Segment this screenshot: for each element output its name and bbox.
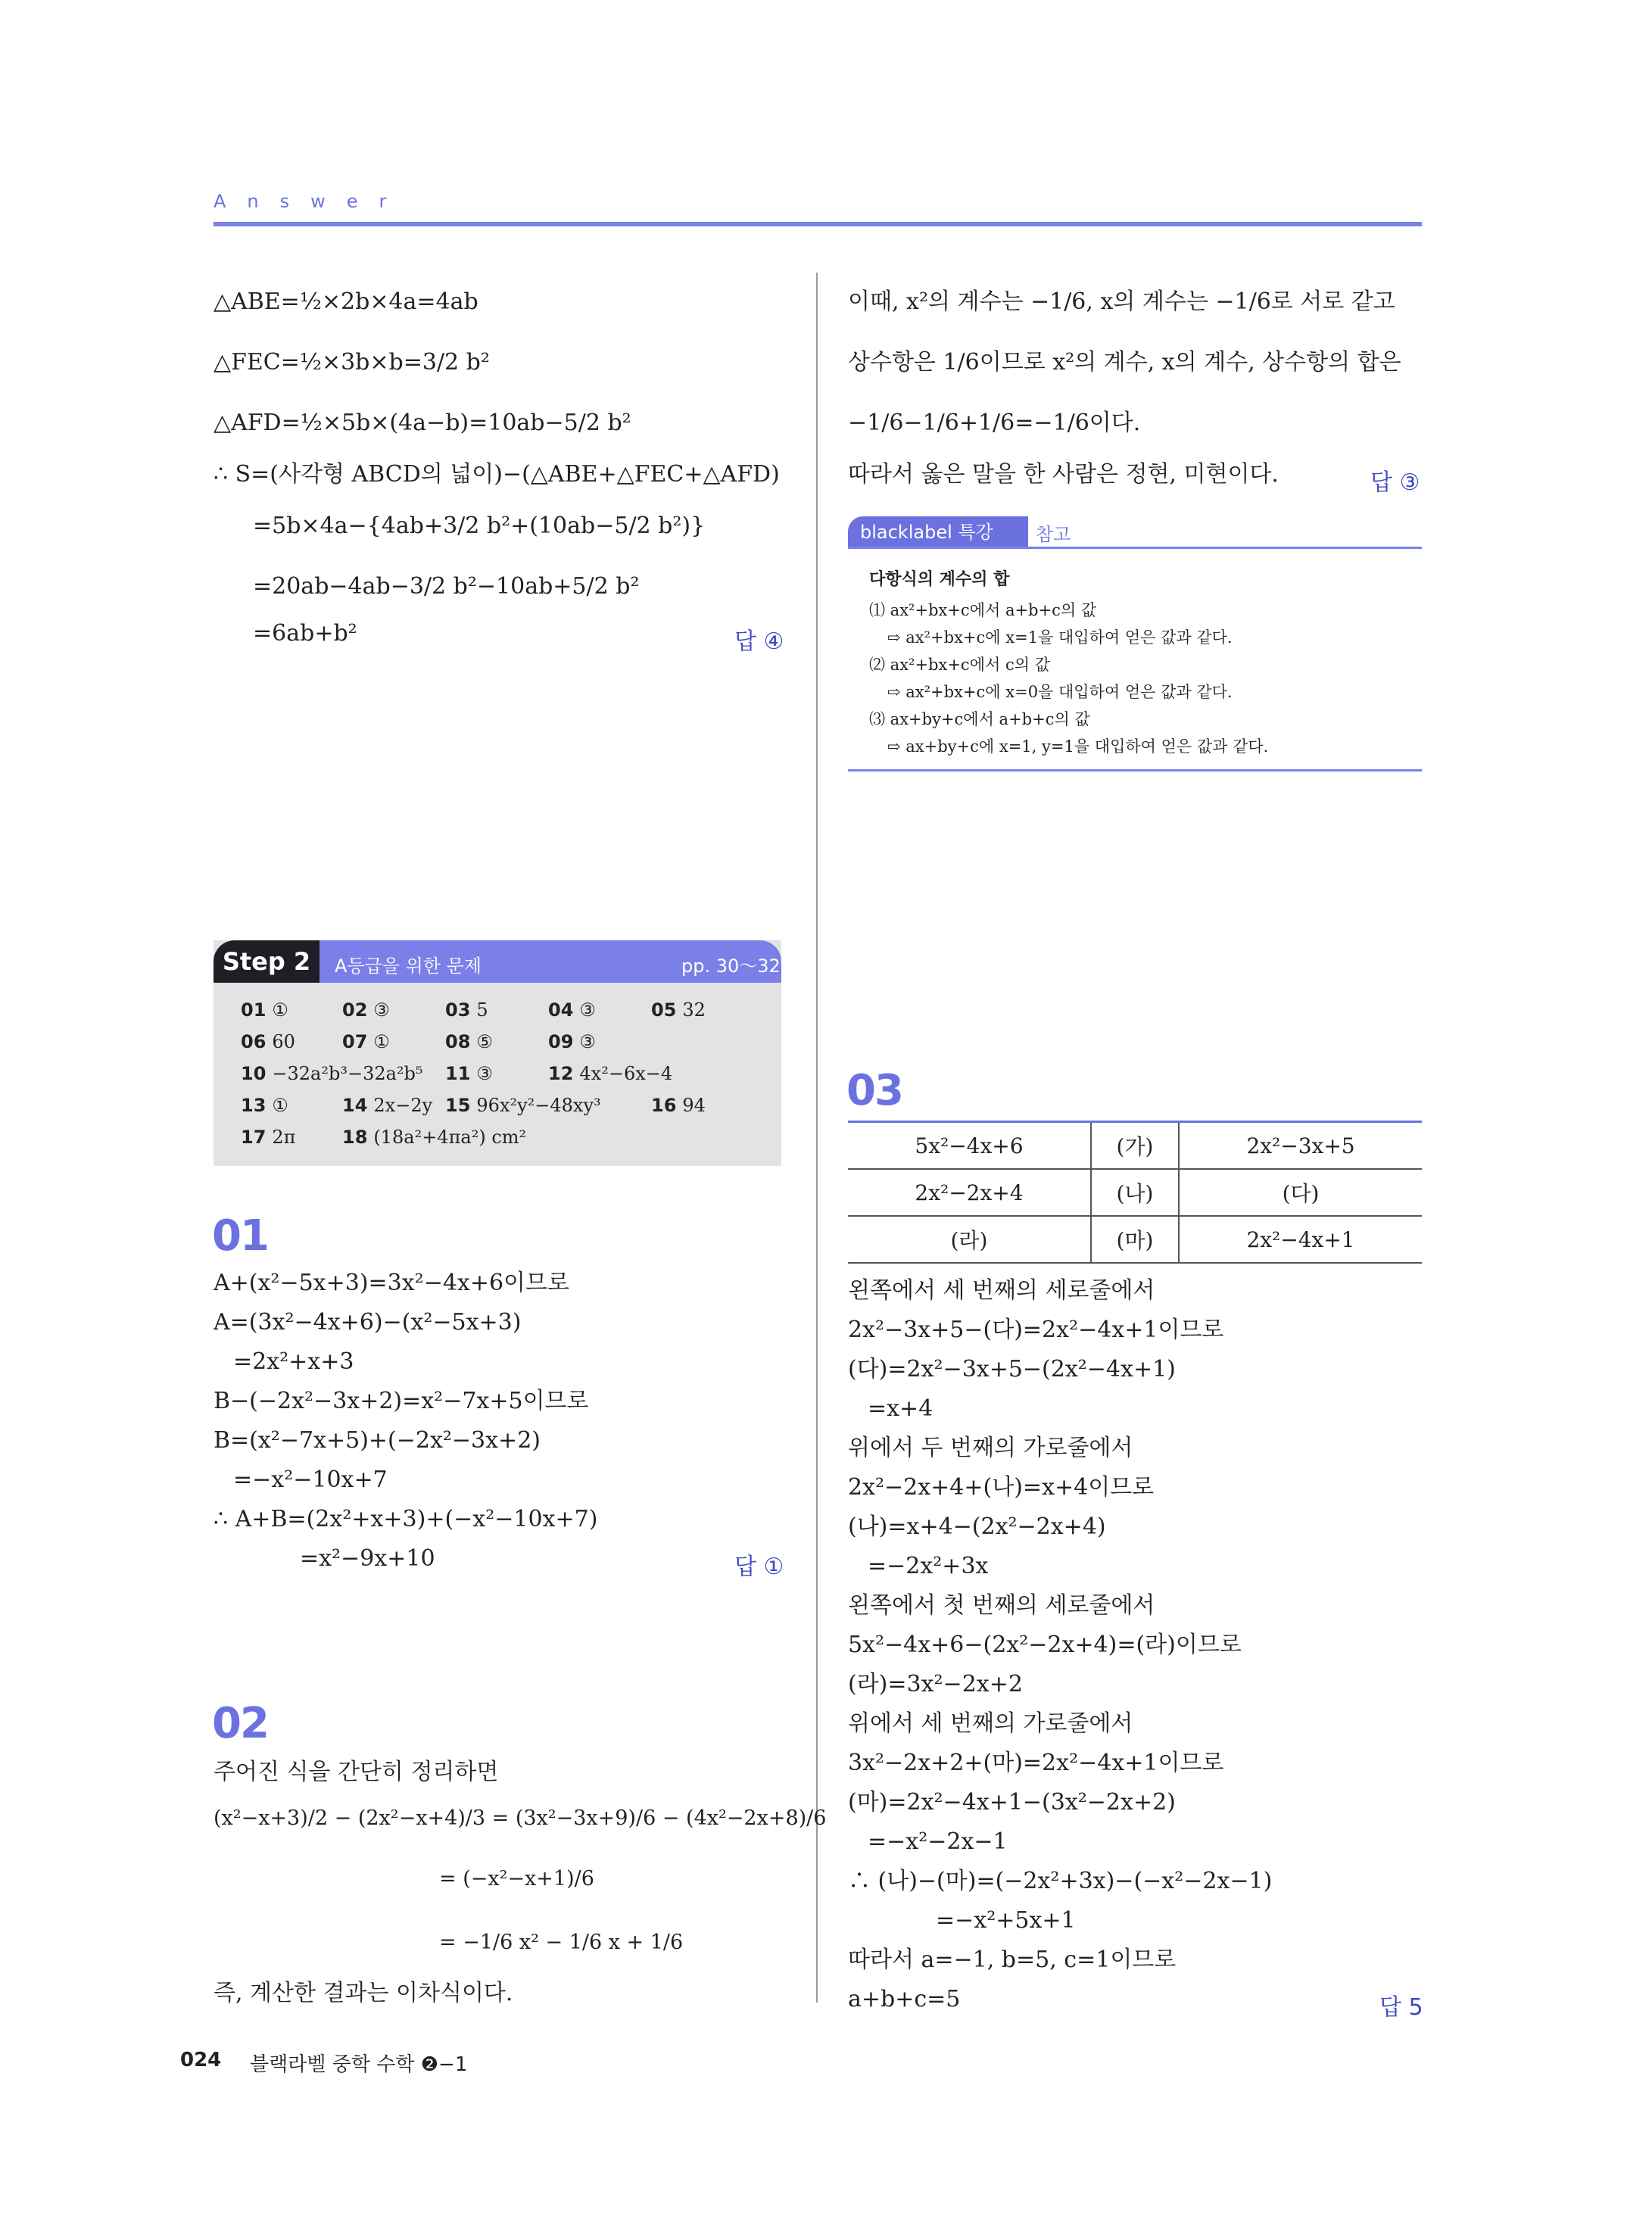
step2-answer: 16 94 [651,1095,706,1116]
q03-line: =−2x²+3x [868,1553,989,1579]
step2-answer: 02 ③ [342,999,390,1021]
table-row [848,1216,1422,1263]
right-line-2: 상수항은 1/6이므로 x²의 계수, x의 계수, 상수항의 합은 [848,349,1401,376]
section-number-02: 02 [212,1699,268,1748]
header-rule [214,222,1422,226]
q03-line: =x+4 [868,1395,934,1422]
step2-answer: 01 ① [241,999,288,1021]
column-divider [816,273,818,2003]
q01-line: B−(−2x²−3x+2)=x²−7x+5이므로 [214,1388,589,1414]
step2-answer: 09 ③ [548,1031,596,1052]
step2-answer: 18 (18a²+4πa²) cm² [342,1127,527,1148]
blacklabel-item: ⑵ ax²+bx+c에서 c의 값 [869,656,1050,674]
q02-intro: 주어진 식을 간단히 정리하면 [214,1759,499,1785]
step2-answer: 06 60 [241,1031,295,1052]
blacklabel-item: ⇨ ax+by+c에 x=1, y=1을 대입하여 얻은 값과 같다. [887,737,1269,756]
q03-line: (다)=2x²−3x+5−(2x²−4x+1) [848,1356,1176,1382]
q01-line: A+(x²−5x+3)=3x²−4x+6이므로 [214,1270,569,1296]
table-cell: 2x²−2x+4 [848,1169,1091,1216]
answer-mark-top-left: 답 ④ [734,628,784,655]
right-line-1: 이때, x²의 계수는 −1/6, x의 계수는 −1/6로 서로 같고 [848,288,1395,315]
blacklabel-item: ⑶ ax+by+c에서 a+b+c의 값 [869,710,1090,728]
step2-answer: 15 96x²y²−48xy³ [445,1095,601,1116]
table-cell: (나) [1091,1169,1179,1216]
left-line-5: =5b×4a−{4ab+3/2 b²+(10ab−5/2 b²)} [253,513,706,539]
table-cell: 2x²−4x+1 [1179,1216,1422,1263]
blacklabel-reference: 참고 [1036,524,1071,545]
q03-line: 위에서 두 번째의 가로줄에서 [848,1435,1133,1461]
section-number-03: 03 [846,1066,902,1115]
step2-subtitle: A등급을 위한 문제 [335,955,482,977]
blacklabel-item: ⇨ ax²+bx+c에 x=1을 대입하여 얻은 값과 같다. [887,628,1233,647]
q03-line: 2x²−2x+4+(나)=x+4이므로 [848,1474,1155,1501]
blacklabel-bottom-rule [848,769,1422,771]
q02-conclusion: 즉, 계산한 결과는 이차식이다. [214,1980,513,2006]
step2-answer: 05 32 [651,999,706,1021]
step2-answer: 11 ③ [445,1063,493,1084]
blacklabel-item: ⑴ ax²+bx+c에서 a+b+c의 값 [869,601,1097,619]
table-cell: 2x²−3x+5 [1179,1122,1422,1170]
step2-pages: pp. 30～32 [681,955,781,977]
q01-line: =2x²+x+3 [233,1348,354,1375]
left-line-3: △AFD=½×5b×(4a−b)=10ab−5/2 b² [214,410,631,436]
q01-line: A=(3x²−4x+6)−(x²−5x+3) [214,1309,522,1336]
blacklabel-top-rule [848,547,1422,549]
q03-line: 따라서 a=−1, b=5, c=1이므로 [848,1947,1177,1973]
step2-tab: Step 2 [214,940,319,983]
q03-line: 왼쪽에서 첫 번째의 세로줄에서 [848,1592,1155,1619]
step2-answer: 12 4x²−6x−4 [548,1063,673,1084]
step2-answer: 03 5 [445,999,488,1021]
answer-mark-q01: 답 ① [734,1554,784,1580]
q01-line: =x²−9x+10 [300,1545,435,1572]
q03-line: a+b+c=5 [848,1986,961,2012]
q03-line: (마)=2x²−4x+1−(3x²−2x+2) [848,1789,1176,1816]
step2-answer: 14 2x−2y [342,1095,433,1116]
q01-line: ∴ A+B=(2x²+x+3)+(−x²−10x+7) [214,1506,598,1532]
q03-line: 3x²−2x+2+(마)=2x²−4x+1이므로 [848,1750,1224,1776]
q03-line: ∴ (나)−(마)=(−2x²+3x)−(−x²−2x−1) [848,1868,1273,1894]
q03-line: 왼쪽에서 세 번째의 세로줄에서 [848,1277,1155,1304]
section-number-01: 01 [212,1211,268,1261]
q03-line: 위에서 세 번째의 가로줄에서 [848,1710,1133,1737]
page-header-title: Answer [214,191,408,212]
left-line-1: △ABE=½×2b×4a=4ab [214,288,478,315]
answer-mark-q03: 답 5 [1379,1994,1423,2021]
q03-line: (나)=x+4−(2x²−2x+4) [848,1513,1106,1540]
blacklabel-title: 다항식의 계수의 합 [869,570,1010,589]
q01-line: =−x²−10x+7 [233,1467,388,1493]
step2-answer: 13 ① [241,1095,288,1116]
left-line-7: =6ab+b² [253,620,357,647]
page-number: 024 [180,2049,222,2071]
table-cell: (라) [848,1216,1091,1263]
right-line-4: 따라서 옳은 말을 한 사람은 정현, 미현이다. [848,461,1279,488]
answer-mark-top-right: 답 ③ [1370,469,1420,496]
q01-line: B=(x²−7x+5)+(−2x²−3x+2) [214,1427,541,1454]
left-line-2: △FEC=½×3b×b=3/2 b² [214,349,490,376]
left-line-4: ∴ S=(사각형 ABCD의 넓이)−(△ABE+△FEC+△AFD) [214,461,780,488]
q03-grid-table [848,1121,1422,1264]
q02-equation-2: = (−x²−x+1)/6 [439,1867,594,1891]
q03-line: (라)=3x²−2x+2 [848,1671,1023,1697]
book-title: 블랙라벨 중학 수학 ❷−1 [250,2053,468,2076]
q03-line: 2x²−3x+5−(다)=2x²−4x+1이므로 [848,1317,1224,1343]
q03-line: 5x²−4x+6−(2x²−2x+4)=(라)이므로 [848,1632,1242,1658]
q02-equation-3: = −1/6 x² − 1/6 x + 1/6 [439,1931,684,1954]
table-cell: 5x²−4x+6 [848,1122,1091,1170]
blacklabel-item: ⇨ ax²+bx+c에 x=0을 대입하여 얻은 값과 같다. [887,683,1233,701]
left-line-6: =20ab−4ab−3/2 b²−10ab+5/2 b² [253,573,640,600]
table-cell: (가) [1091,1122,1179,1170]
q03-line: =−x²+5x+1 [936,1907,1076,1934]
table-row [848,1122,1422,1170]
table-row [848,1169,1422,1216]
blacklabel-pill: blacklabel 특강 [848,516,1028,548]
right-line-3: −1/6−1/6+1/6=−1/6이다. [848,410,1141,436]
q03-line: =−x²−2x−1 [868,1828,1008,1855]
step2-answer: 17 2π [241,1127,296,1148]
step2-answer: 07 ① [342,1031,390,1052]
table-cell: (다) [1179,1169,1422,1216]
step2-answer: 10 −32a²b³−32a²b⁵ [241,1063,423,1084]
table-cell: (마) [1091,1216,1179,1263]
step2-answer: 04 ③ [548,999,596,1021]
q02-equation-1: (x²−x+3)/2 − (2x²−x+4)/3 = (3x²−3x+9)/6 − (4x²−2x+8)/6 [214,1806,827,1830]
step2-answer: 08 ⑤ [445,1031,493,1052]
